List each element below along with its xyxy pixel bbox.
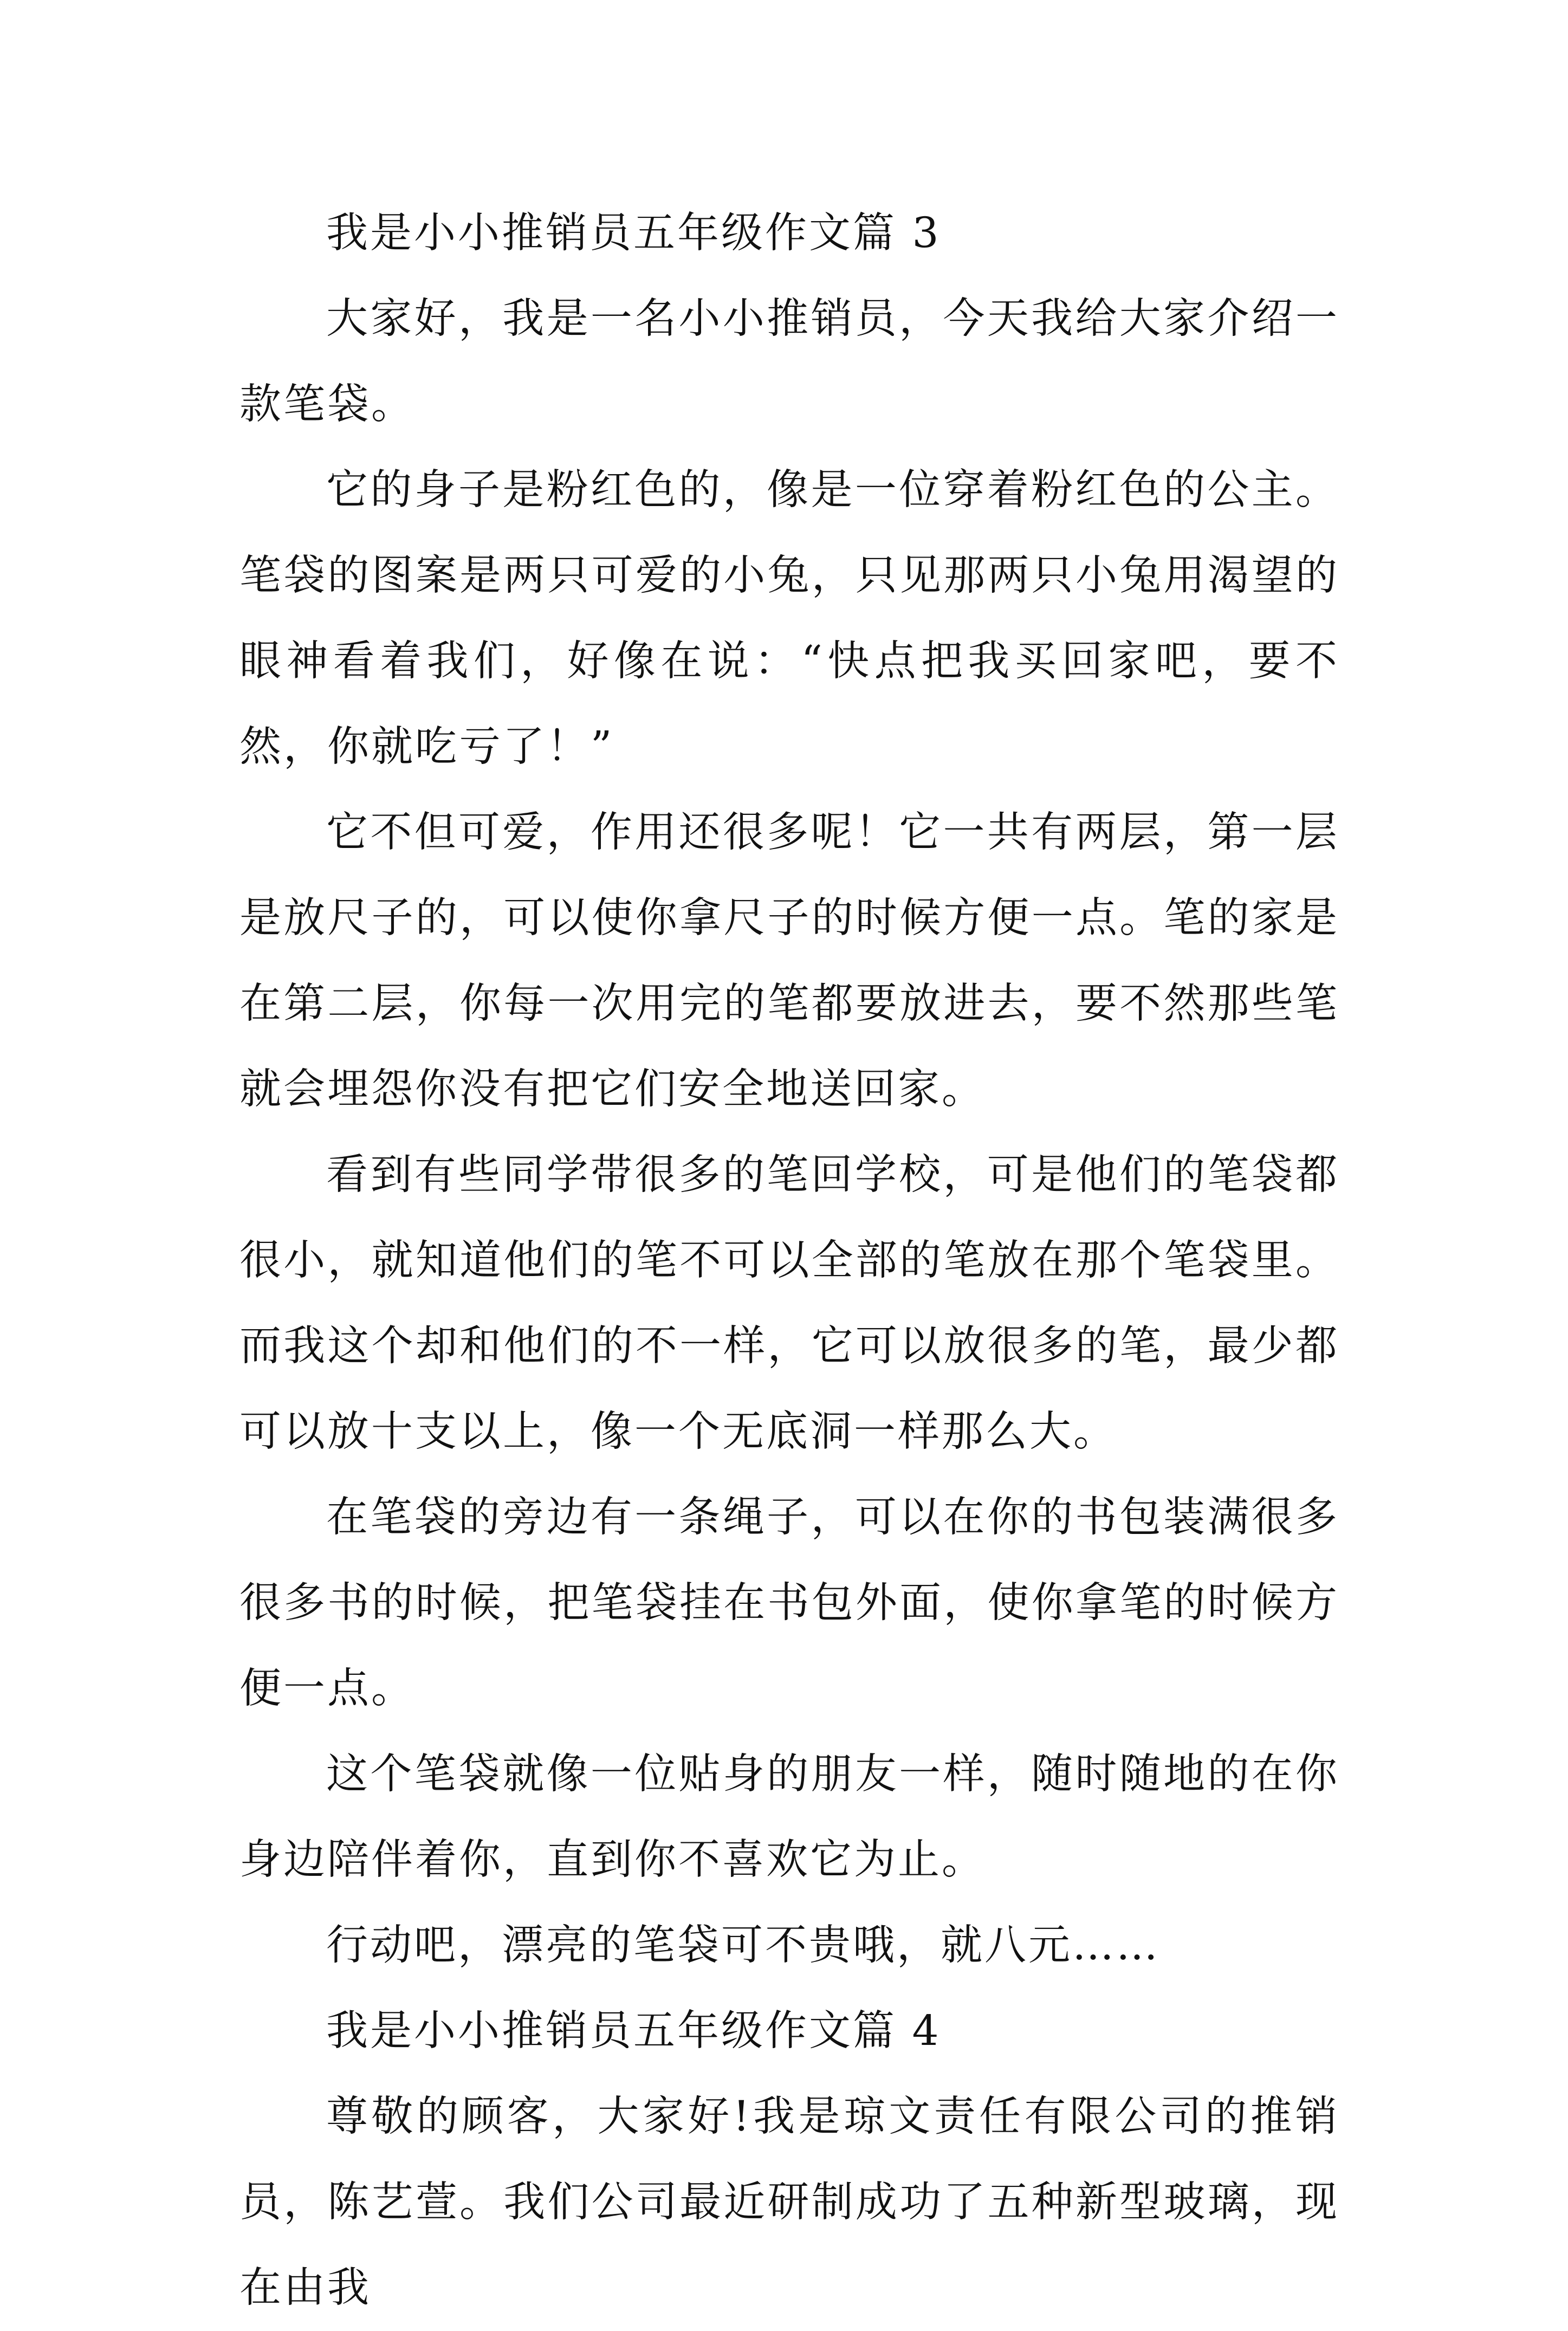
- body-paragraph: 在笔袋的旁边有一条绳子，可以在你的书包装满很多很多书的时候，把笔袋挂在书包外面，使你拿笔的时候方便一点。: [239, 1493, 1339, 1713]
- body-paragraph: 看到有些同学带很多的笔回学校，可是他们的笔袋都很小，就知道他们的笔不可以全部的笔放在那个笔袋里。而我这个却和他们的不一样，它可以放很多的笔，最少都可以放十支以上，像一个无底洞一样那么大。: [239, 1151, 1339, 1456]
- body-paragraph: 它的身子是粉红色的，像是一位穿着粉红色的公主。笔袋的图案是两只可爱的小兔，只见那两只小兔用渴望的眼神看着我们，好像在说：“快点把我买回家吧，要不然，你就吃亏了！”: [239, 466, 1339, 771]
- document-page: [239, 191, 1339, 2331]
- body-paragraph: 这个笔袋就像一位贴身的朋友一样，随时随地的在你身边陪伴着你，直到你不喜欢它为止。: [239, 1750, 1339, 1884]
- section-heading: 我是小小推销员五年级作文篇 3: [326, 209, 941, 257]
- body-paragraph: 行动吧，漂亮的笔袋可不贵哦，就八元……: [326, 1921, 1160, 1970]
- body-paragraph: 它不但可爱，作用还很多呢！它一共有两层，第一层是放尺子的，可以使你拿尺子的时候方便一点。笔的家是在第二层，你每一次用完的笔都要放进去，要不然那些笔就会埋怨你没有把它们安全地送回家。: [239, 808, 1339, 1113]
- section-heading: 我是小小推销员五年级作文篇 4: [326, 2007, 941, 2055]
- body-paragraph: 尊敬的顾客，大家好!我是琼文责任有限公司的推销员，陈艺萱。我们公司最近研制成功了五种新型玻璃，现在由我: [239, 2093, 1339, 2312]
- body-paragraph: 大家好，我是一名小小推销员，今天我给大家介绍一款笔袋。: [239, 295, 1339, 429]
